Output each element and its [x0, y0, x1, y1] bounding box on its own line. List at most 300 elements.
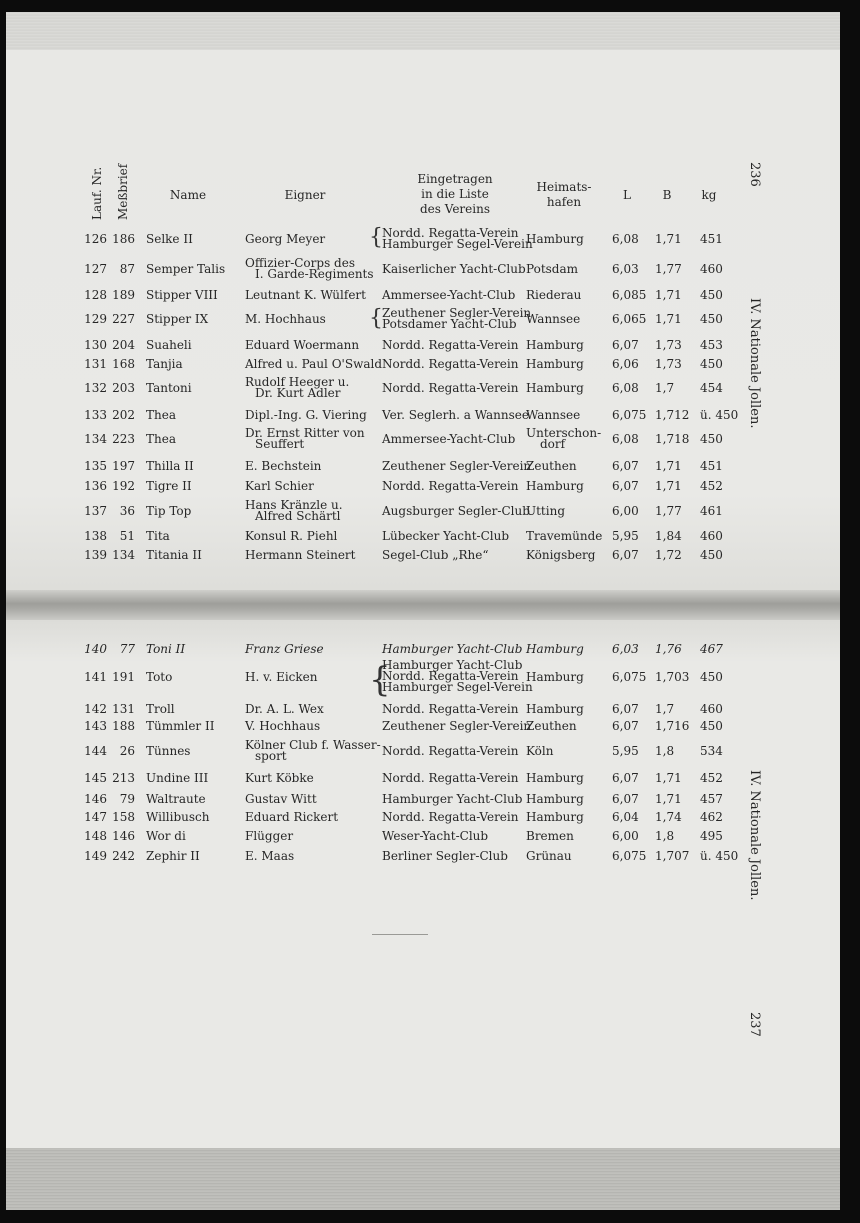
cell-l — [612, 811, 646, 823]
cell-hafen-line: Grünau — [526, 849, 572, 863]
cell-hafen-line: Hamburg — [526, 357, 584, 371]
cell-kg-line: ü. 450 — [700, 849, 739, 863]
cell-b-line: 1,71 — [655, 479, 682, 493]
cell-verein-line: Hamburger Yacht-Club — [382, 658, 523, 672]
cell-name — [146, 263, 242, 275]
cell-hafen — [526, 480, 610, 492]
cell-hafen-line: Köln — [526, 744, 554, 758]
cell-mb — [110, 549, 135, 561]
cell-verein-line: Nordd. Regatta-Verein — [382, 225, 519, 240]
cell-mb — [110, 313, 135, 325]
brace-129: { — [369, 306, 383, 331]
cell-nr-line: 128 — [84, 288, 107, 302]
cell-verein — [382, 658, 533, 694]
cell-nr-line: 139 — [84, 548, 107, 562]
cell-eigner — [245, 425, 369, 451]
cell-mb — [110, 460, 135, 472]
cell-b-line: 1,8 — [655, 744, 675, 758]
cell-eigner-line: V. Hochhaus — [245, 719, 321, 733]
cell-b-line: 1,77 — [655, 504, 682, 518]
cell-eigner-line: Kölner Club f. Wasser- — [245, 737, 381, 752]
cell-eigner-line: Karl Schier — [245, 479, 314, 493]
cell-name — [146, 745, 242, 757]
cell-nr — [80, 830, 107, 842]
cell-nr — [80, 433, 107, 445]
cell-hafen — [526, 409, 610, 421]
page-edges-top — [6, 12, 840, 54]
cell-eigner-line: E. Bechstein — [245, 459, 322, 473]
cell-name — [146, 830, 242, 842]
cell-eigner — [245, 737, 381, 763]
cell-verein-line: Hamburger Yacht-Club — [382, 792, 523, 806]
header-l: L — [623, 188, 631, 202]
cell-verein-line: Nordd. Regatta-Verein — [382, 771, 519, 785]
cell-eigner-line: Dr. A. L. Wex — [245, 702, 324, 716]
cell-b — [655, 358, 691, 370]
cell-verein-line: Potsdamer Yacht-Club — [382, 316, 517, 331]
cell-eigner-line: Dipl.-Ing. G. Viering — [245, 408, 367, 422]
cell-hafen — [526, 703, 610, 715]
cell-nr-line: 134 — [84, 432, 107, 446]
cell-eigner — [245, 720, 369, 732]
cell-hafen-line: Hamburg — [526, 810, 584, 824]
cell-kg — [700, 409, 738, 421]
page-lower — [6, 620, 840, 1150]
cell-verein — [382, 530, 524, 542]
cell-nr-line: 129 — [84, 312, 107, 326]
cell-b — [655, 433, 691, 445]
cell-verein — [382, 504, 530, 518]
cell-eigner-line: M. Hochhaus — [245, 312, 326, 326]
cell-eigner — [245, 643, 369, 655]
cell-verein-line: Ammersee-Yacht-Club — [382, 432, 516, 446]
cell-verein — [382, 433, 524, 445]
cell-name-line: Tita — [146, 529, 170, 543]
cell-b — [655, 313, 691, 325]
cell-hafen — [526, 720, 610, 732]
cell-b-line: 1,707 — [655, 849, 690, 863]
cell-name-line: Zephir II — [146, 849, 200, 863]
cell-nr-line: 147 — [84, 810, 107, 824]
cell-name — [146, 339, 242, 351]
cell-name — [146, 233, 242, 245]
cell-l — [612, 830, 646, 842]
cell-eigner — [245, 233, 369, 245]
cell-eigner-line: Kurt Köbke — [245, 771, 314, 785]
cell-l-line: 6,08 — [612, 432, 639, 446]
cell-name — [146, 505, 242, 517]
cell-l — [612, 850, 646, 862]
cell-name-line: Toni II — [146, 642, 186, 656]
cell-mb — [110, 772, 135, 784]
cell-nr — [80, 460, 107, 472]
section-label-lower: IV. Nationale Jollen. — [747, 770, 762, 901]
cell-mb — [110, 793, 135, 805]
cell-name-line: Troll — [146, 702, 175, 716]
cell-b — [655, 382, 691, 394]
page-number-236: 236 — [747, 162, 762, 187]
cell-nr-line: 141 — [84, 670, 107, 684]
cell-mb-line: 158 — [112, 810, 135, 824]
cell-name — [146, 433, 242, 445]
cell-hafen — [526, 643, 610, 655]
header-name: Name — [169, 188, 207, 202]
cell-b-line: 1,71 — [655, 792, 682, 806]
cell-mb-line: 77 — [119, 642, 135, 656]
cell-mb-line: 51 — [119, 529, 135, 543]
cell-l — [612, 358, 646, 370]
cell-eigner-line: Leutnant K. Wülfert — [245, 288, 366, 302]
cell-name-line: Willibusch — [146, 810, 210, 824]
header-hafen-2: hafen — [546, 195, 582, 209]
cell-eigner-line: Dr. Kurt Adler — [255, 385, 341, 400]
cell-mb-line: 186 — [112, 232, 135, 246]
cell-b-line: 1,71 — [655, 312, 682, 326]
cell-hafen — [526, 339, 610, 351]
cell-hafen — [526, 793, 610, 805]
cell-name-line: Thilla II — [146, 459, 194, 473]
cell-mb — [110, 382, 135, 394]
cell-hafen-line: Hamburg — [526, 771, 584, 785]
cell-mb — [110, 480, 135, 492]
cell-hafen-line: Utting — [526, 504, 566, 518]
cell-name — [146, 460, 242, 472]
cell-hafen-line: Riederau — [526, 288, 582, 302]
cell-eigner-line: I. Garde-Regiments — [255, 266, 374, 281]
cell-eigner — [245, 460, 369, 472]
cell-hafen-line: Zeuthen — [526, 459, 577, 473]
cell-verein — [382, 745, 524, 757]
cell-l — [612, 772, 646, 784]
cell-nr — [80, 549, 107, 561]
cell-name — [146, 850, 242, 862]
cell-b-line: 1,84 — [655, 529, 682, 543]
cell-name-line: Tip Top — [146, 504, 192, 518]
cell-name-line: Titania II — [146, 548, 202, 562]
cell-verein — [382, 459, 532, 473]
cell-b — [655, 643, 691, 655]
cell-kg — [700, 643, 738, 655]
cell-nr — [80, 643, 107, 655]
cell-eigner-line: Dr. Ernst Ritter von — [245, 425, 365, 440]
cell-hafen — [526, 289, 610, 301]
cell-l — [612, 263, 646, 275]
cell-name-line: Selke II — [146, 232, 193, 246]
cell-name-line: Wor di — [146, 829, 186, 843]
cell-hafen — [526, 811, 610, 823]
cell-b — [655, 772, 691, 784]
cell-mb-line: 134 — [112, 548, 135, 562]
cell-eigner-line: Georg Meyer — [245, 232, 326, 246]
cell-l — [612, 745, 646, 757]
cell-l-line: 6,08 — [612, 232, 639, 246]
cell-eigner — [245, 289, 369, 301]
cell-b — [655, 480, 691, 492]
cell-l-line: 5,95 — [612, 744, 639, 758]
cell-kg — [700, 505, 738, 517]
cell-b-line: 1,77 — [655, 262, 682, 276]
cell-eigner — [245, 357, 383, 371]
cell-eigner — [245, 497, 369, 523]
cell-eigner — [245, 772, 369, 784]
cell-mb — [110, 339, 135, 351]
cell-nr — [80, 409, 107, 421]
cell-verein — [382, 850, 524, 862]
cell-eigner-line: Konsul R. Piehl — [245, 529, 338, 543]
cell-kg — [700, 480, 738, 492]
cell-mb — [110, 745, 135, 757]
cell-l — [612, 339, 646, 351]
cell-name-line: Stipper VIII — [146, 288, 218, 302]
header-lauf-nr: Lauf. Nr. — [90, 166, 104, 220]
cell-hafen — [526, 460, 610, 472]
cell-mb-line: 189 — [112, 288, 135, 302]
cell-l-line: 6,03 — [612, 262, 639, 276]
cell-kg — [700, 433, 738, 445]
cell-mb-line: 204 — [112, 338, 135, 352]
cell-eigner-line: Flügger — [245, 829, 294, 843]
cell-b-line: 1,703 — [655, 670, 690, 684]
cell-l-line: 6,03 — [612, 642, 639, 656]
cell-hafen — [526, 745, 610, 757]
cell-nr-line: 145 — [84, 771, 107, 785]
cell-eigner-line: H. v. Eicken — [245, 670, 318, 684]
cell-hafen-line: Zeuthen — [526, 719, 577, 733]
cell-l-line: 6,075 — [612, 408, 647, 422]
header-kg: kg — [701, 188, 717, 202]
cell-kg — [700, 830, 738, 842]
header-verein-2: in die Liste — [421, 187, 489, 201]
cell-l — [612, 382, 646, 394]
cell-verein — [382, 719, 532, 733]
cell-b-line: 1,73 — [655, 338, 682, 352]
cell-mb-line: 131 — [112, 702, 135, 716]
cell-b — [655, 830, 691, 842]
cell-b-line: 1,71 — [655, 459, 682, 473]
cell-mb-line: 146 — [112, 829, 135, 843]
cell-nr-line: 138 — [84, 529, 107, 543]
cell-b — [655, 811, 691, 823]
cell-name — [146, 409, 242, 421]
cell-verein — [382, 382, 524, 394]
cell-kg — [700, 233, 738, 245]
cell-b — [655, 505, 691, 517]
cell-b-line: 1,71 — [655, 771, 682, 785]
cell-name-line: Tigre II — [146, 479, 192, 493]
cell-kg — [700, 745, 738, 757]
cell-verein-line: Hamburger Segel-Verein — [382, 680, 533, 694]
cell-eigner-line: Alfred u. Paul O'Swald — [245, 357, 383, 371]
cell-eigner-line: Eduard Woermann — [245, 338, 360, 352]
cell-l-line: 6,07 — [612, 719, 639, 733]
cell-kg-line: 450 — [700, 288, 723, 302]
cell-name-line: Thea — [146, 408, 176, 422]
cell-b — [655, 793, 691, 805]
cell-mb — [110, 358, 135, 370]
cell-mb — [110, 409, 135, 421]
cell-kg — [700, 289, 738, 301]
cell-eigner-line: Hermann Steinert — [245, 548, 356, 562]
cell-nr-line: 148 — [84, 829, 107, 843]
cell-eigner — [245, 480, 369, 492]
cell-verein-line: Berliner Segler-Club — [382, 849, 508, 863]
cell-hafen-line: Hamburg — [526, 232, 584, 246]
cell-l-line: 6,06 — [612, 357, 639, 371]
cell-b-line: 1,74 — [655, 810, 682, 824]
cell-name-line: Stipper IX — [146, 312, 209, 326]
cell-b-line: 1,7 — [655, 381, 675, 395]
cell-kg-line: 460 — [700, 702, 723, 716]
cell-l-line: 6,085 — [612, 288, 647, 302]
cell-mb-line: 223 — [112, 432, 135, 446]
cell-b-line: 1,716 — [655, 719, 690, 733]
cell-mb — [110, 433, 135, 445]
cell-name — [146, 720, 242, 732]
cell-l-line: 5,95 — [612, 529, 639, 543]
cell-verein-line: Kaiserlicher Yacht-Club — [382, 262, 526, 276]
cell-mb-line: 79 — [119, 792, 135, 806]
cell-hafen-line: Hamburg — [526, 702, 584, 716]
cell-kg — [700, 339, 738, 351]
cell-eigner — [245, 409, 369, 421]
cell-name-line: Thea — [146, 432, 176, 446]
cell-verein-line: Nordd. Regatta-Verein — [382, 669, 519, 683]
cell-l — [612, 233, 646, 245]
cell-name — [146, 549, 242, 561]
cell-verein — [382, 811, 524, 823]
cell-l — [612, 671, 646, 683]
cell-nr-line: 143 — [84, 719, 107, 733]
cell-l-line: 6,00 — [612, 504, 639, 518]
cell-nr — [80, 850, 107, 862]
cell-kg — [700, 720, 738, 732]
cell-name-line: Undine III — [146, 771, 209, 785]
cell-name — [146, 289, 242, 301]
cell-nr-line: 133 — [84, 408, 107, 422]
cell-verein — [382, 263, 524, 275]
page-number-237: 237 — [747, 1012, 762, 1037]
cell-eigner-line: Seuffert — [255, 436, 305, 451]
cell-eigner-line: Franz Griese — [245, 642, 324, 656]
cell-l — [612, 703, 646, 715]
cell-l-line: 6,07 — [612, 479, 639, 493]
cell-hafen-line: Travemünde — [526, 529, 603, 543]
cell-kg — [700, 850, 738, 862]
cell-b-line: 1,7 — [655, 702, 675, 716]
cell-verein — [382, 289, 524, 301]
cell-b — [655, 850, 691, 862]
cell-name — [146, 313, 242, 325]
cell-eigner-line: E. Maas — [245, 849, 295, 863]
cell-verein — [382, 225, 533, 251]
cell-nr-line: 140 — [84, 642, 107, 656]
cell-verein — [382, 358, 524, 370]
cell-eigner-line: Offizier-Corps des — [245, 255, 355, 270]
cell-l — [612, 530, 646, 542]
cell-mb-line: 202 — [112, 408, 135, 422]
cell-mb — [110, 671, 135, 683]
page-edges-bottom — [6, 1148, 840, 1210]
cell-name — [146, 530, 242, 542]
cell-nr-line: 136 — [84, 479, 107, 493]
cell-eigner — [245, 339, 369, 351]
cell-verein-line: Ammersee-Yacht-Club — [382, 288, 516, 302]
cell-nr — [80, 772, 107, 784]
cell-name-line: Tünnes — [146, 744, 191, 758]
cell-hafen-line: Hamburg — [526, 381, 584, 395]
cell-verein — [382, 772, 524, 784]
cell-b — [655, 289, 691, 301]
cell-kg-line: 461 — [700, 504, 723, 518]
cell-eigner — [245, 374, 369, 400]
cell-kg-line: 462 — [700, 810, 723, 824]
cell-l — [612, 720, 646, 732]
cell-mb-line: 87 — [119, 262, 135, 276]
cell-b-line: 1,72 — [655, 548, 682, 562]
cell-mb-line: 242 — [112, 849, 135, 863]
cell-hafen — [526, 772, 610, 784]
brace-141: { — [369, 660, 391, 700]
cell-name-line: Semper Talis — [146, 262, 226, 276]
cell-mb-line: 26 — [119, 744, 135, 758]
cell-hafen-line: Königsberg — [526, 548, 596, 562]
cell-hafen-line: Hamburg — [526, 338, 584, 352]
cell-eigner — [245, 850, 369, 862]
cell-name-line: Waltraute — [146, 792, 206, 806]
cell-l-line: 6,065 — [612, 312, 647, 326]
cell-nr-line: 127 — [84, 262, 107, 276]
cell-nr — [80, 811, 107, 823]
cell-verein — [382, 339, 524, 351]
cell-nr-line: 132 — [84, 381, 107, 395]
cell-kg-line: 450 — [700, 432, 723, 446]
cell-nr-line: 142 — [84, 702, 107, 716]
cell-verein-line: Augsburger Segler-Club — [382, 504, 530, 518]
cell-verein — [382, 408, 529, 422]
cell-mb — [110, 233, 135, 245]
cell-l — [612, 409, 646, 421]
cell-b — [655, 745, 691, 757]
cell-kg — [700, 793, 738, 805]
cell-eigner-line: Gustav Witt — [245, 792, 317, 806]
cell-mb-line: 36 — [119, 504, 135, 518]
cell-nr — [80, 530, 107, 542]
cell-b — [655, 409, 691, 421]
cell-nr-line: 130 — [84, 338, 107, 352]
cell-nr — [80, 703, 107, 715]
cell-eigner-line: Hans Kränzle u. — [245, 497, 343, 512]
cell-kg-line: 452 — [700, 479, 723, 493]
cell-kg-line: 451 — [700, 459, 723, 473]
cell-kg-line: 450 — [700, 719, 723, 733]
cell-name-line: Suaheli — [146, 338, 192, 352]
cell-kg-line: 453 — [700, 338, 723, 352]
cell-hafen-line: Hamburg — [526, 670, 584, 684]
cell-l — [612, 433, 646, 445]
cell-nr-line: 131 — [84, 357, 107, 371]
brace-126: { — [369, 225, 383, 250]
cell-hafen-line: Hamburg — [526, 479, 584, 493]
cell-verein-line: Nordd. Regatta-Verein — [382, 702, 519, 716]
cell-kg-line: 451 — [700, 232, 723, 246]
cell-b-line: 1,712 — [655, 408, 690, 422]
cell-l-line: 6,07 — [612, 459, 639, 473]
cell-l-line: 6,07 — [612, 548, 639, 562]
cell-nr-line: 144 — [84, 744, 107, 758]
cell-l-line: 6,04 — [612, 810, 639, 824]
cell-name — [146, 671, 242, 683]
cell-l-line: 6,075 — [612, 849, 647, 863]
